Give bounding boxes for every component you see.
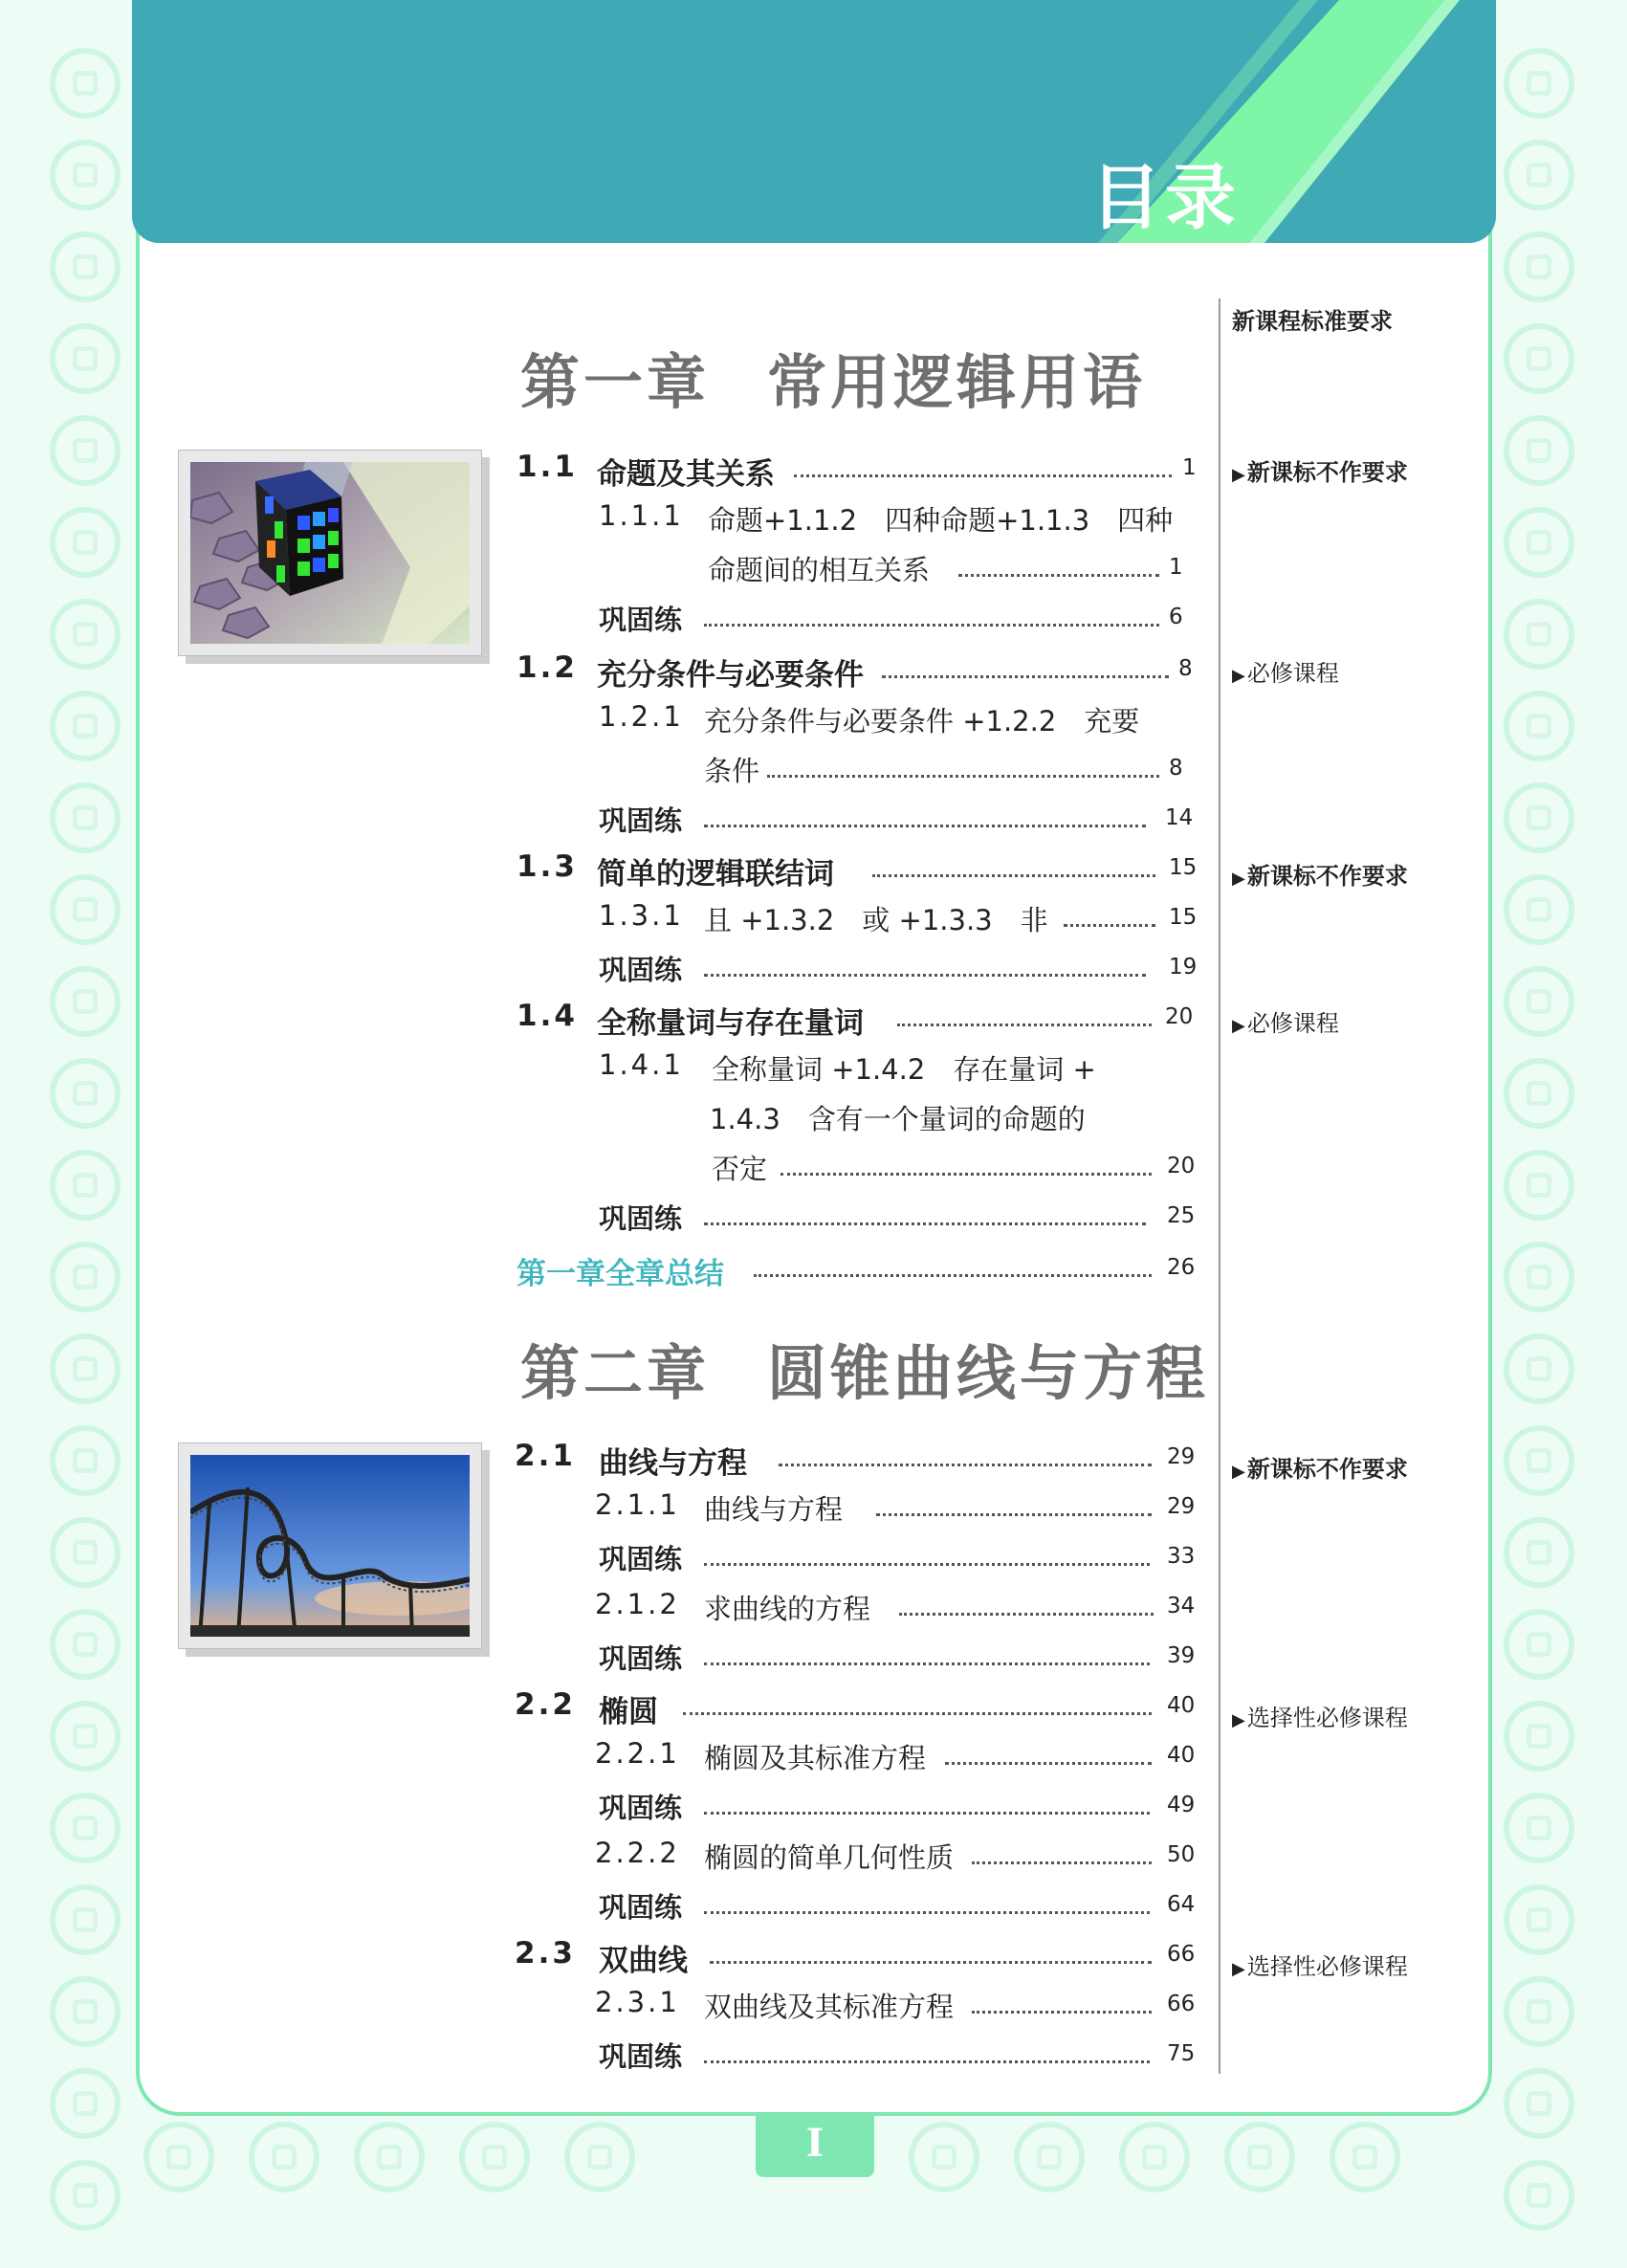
decorative-badge-icon [1330, 2122, 1400, 2192]
page-number: 14 [1165, 805, 1194, 830]
triangle-marker-icon: ▶ [1232, 1462, 1245, 1482]
toc-entry-subsection[interactable] [595, 1488, 1198, 1530]
triangle-marker-icon: ▶ [1232, 1016, 1245, 1036]
decorative-badge-icon [1504, 1425, 1574, 1496]
toc-entry-section[interactable] [517, 999, 1198, 1041]
decorative-badge-icon [1504, 1058, 1574, 1129]
toc-entry-practice[interactable] [599, 1198, 1198, 1240]
page-number: 20 [1165, 1004, 1194, 1029]
dot-leader [897, 1024, 1152, 1026]
decorative-badge-icon [1119, 2122, 1190, 2192]
decorative-badge-icon [459, 2122, 530, 2192]
dot-leader [704, 825, 1146, 827]
dot-leader [876, 1513, 1152, 1516]
toc-entry-subsection-continued[interactable] [712, 1148, 1198, 1190]
toc-entry-section[interactable] [517, 849, 1198, 892]
requirement-text: 选择性必修课程 [1246, 1705, 1408, 1731]
decorative-badge-icon [50, 1517, 121, 1588]
dot-leader [704, 1222, 1146, 1225]
triangle-marker-icon: ▶ [1232, 1959, 1245, 1979]
section-title: 充分条件与必要条件 [597, 658, 864, 693]
decorative-badge-icon [50, 1242, 121, 1312]
subsection-title: 椭圆及其标准方程 [704, 1742, 927, 1774]
decorative-badge-icon [50, 599, 121, 670]
subsection-title: 条件 [704, 755, 760, 787]
page-number: 39 [1167, 1643, 1196, 1668]
subsection-title: 曲线与方程 [704, 1493, 844, 1526]
section-number: 2.3 [515, 1936, 576, 1971]
subsection-number: 1.2.1 [599, 700, 684, 733]
dot-leader [710, 1961, 1152, 1964]
page-number: 8 [1178, 656, 1193, 681]
page-title: 目录 [1090, 157, 1240, 239]
decorative-badge-icon [50, 874, 121, 945]
decorative-badge-icon [1504, 2068, 1574, 2139]
toc-entry-subsection[interactable] [595, 1737, 1198, 1779]
triangle-marker-icon: ▶ [1232, 869, 1245, 889]
decorative-badge-icon [1504, 782, 1574, 853]
rubiks-cube-illustration [190, 462, 470, 644]
page-number: 50 [1167, 1842, 1196, 1867]
dot-leader [972, 2011, 1152, 2014]
decorative-badge-icon [50, 507, 121, 578]
decorative-badge-icon [143, 2122, 214, 2192]
decorative-badge-icon [50, 140, 121, 210]
toc-entry-subsection[interactable] [599, 700, 1198, 742]
decorative-badge-icon [1504, 507, 1574, 578]
toc-entry-practice[interactable] [599, 949, 1198, 991]
decorative-badge-icon [1504, 1242, 1574, 1312]
subsection-number: 2.1.2 [595, 1588, 680, 1620]
page-number: 40 [1167, 1743, 1196, 1768]
dot-leader [704, 1662, 1150, 1665]
dot-leader [972, 1861, 1152, 1864]
decorative-badge-icon [1504, 140, 1574, 210]
subsection-number: 2.3.1 [595, 1986, 680, 2018]
page-number: 29 [1167, 1494, 1196, 1519]
decorative-badge-icon [564, 2122, 635, 2192]
section-number: 1.3 [517, 849, 578, 884]
dot-leader [704, 624, 1159, 627]
decorative-badge-icon [50, 323, 121, 394]
decorative-badge-icon [1504, 1793, 1574, 1863]
column-divider [1219, 298, 1220, 2074]
page-number: 15 [1169, 905, 1198, 930]
decorative-badge-icon [50, 1425, 121, 1496]
decorative-badge-icon [50, 1793, 121, 1863]
practice-title: 巩固练 [599, 1543, 683, 1575]
decorative-badge-icon [50, 231, 121, 302]
requirement-note [1232, 453, 1408, 487]
requirement-text: 必修课程 [1246, 1010, 1339, 1037]
page-number: 34 [1167, 1594, 1196, 1618]
decorative-badge-icon [50, 415, 121, 486]
decorative-badge-icon [50, 48, 121, 119]
page-number: 15 [1169, 855, 1198, 880]
page-number: 19 [1169, 955, 1198, 980]
practice-title: 巩固练 [599, 2040, 683, 2073]
dot-leader [958, 574, 1159, 577]
page-number: 8 [1169, 756, 1183, 781]
section-title: 椭圆 [599, 1695, 658, 1729]
requirement-note [1232, 1004, 1339, 1038]
subsection-number: 1.4.1 [599, 1048, 684, 1081]
subsection-title: 否定 [712, 1153, 768, 1185]
toc-entry-subsection[interactable] [595, 1986, 1198, 2028]
page-number: 6 [1169, 605, 1183, 629]
decorative-badge-icon [1504, 231, 1574, 302]
decorative-badge-icon [909, 2122, 979, 2192]
requirement-note [1232, 654, 1339, 688]
page-number: 66 [1167, 1942, 1196, 1967]
dot-leader [754, 1274, 1152, 1277]
chapter-heading [520, 335, 1146, 420]
dot-leader [779, 1464, 1152, 1466]
requirement-note [1232, 1699, 1408, 1732]
section-title: 命题及其关系 [597, 457, 775, 492]
decorative-badge-icon [1014, 2122, 1085, 2192]
page-number-tab: I [756, 2114, 874, 2177]
practice-title: 巩固练 [599, 1891, 683, 1924]
subsection-number: 2.1.1 [595, 1488, 680, 1521]
decorative-badge-icon [50, 1058, 121, 1129]
requirement-text: 新课标不作要求 [1246, 1456, 1408, 1483]
subsection-title: 全称量词 +1.4.2 存在量词 + [712, 1053, 1096, 1086]
page-number: 29 [1167, 1444, 1196, 1469]
dot-leader [683, 1712, 1152, 1715]
section-title: 全称量词与存在量词 [597, 1006, 864, 1041]
chapter-image-rubiks-cube [178, 450, 482, 656]
subsection-title: 1.4.3 含有一个量词的命题的 [710, 1103, 1086, 1135]
toc-entry-practice[interactable] [599, 1886, 1198, 1928]
toc-entry-practice[interactable] [599, 1787, 1198, 1829]
toc-entry-subsection-continued[interactable] [708, 549, 1198, 591]
decorative-badge-icon [50, 782, 121, 853]
page-number: 64 [1167, 1892, 1196, 1917]
decorative-badge-icon [50, 966, 121, 1037]
dot-leader [704, 1911, 1150, 1914]
dot-leader [781, 1173, 1152, 1176]
decorative-badge-icon [50, 2068, 121, 2139]
decorative-badge-icon [1504, 1701, 1574, 1772]
page-number: 26 [1167, 1255, 1196, 1280]
chapter-heading [520, 1326, 1209, 1411]
practice-title: 巩固练 [599, 804, 683, 837]
toc-entry-practice[interactable] [599, 2036, 1198, 2078]
requirement-note [1232, 1450, 1408, 1484]
toc-entry-subsection[interactable] [595, 1837, 1198, 1879]
decorative-badge-icon [1224, 2122, 1295, 2192]
chapter-label: 第二章 [520, 1338, 711, 1408]
dot-leader [704, 974, 1146, 977]
subsection-title: 充分条件与必要条件 +1.2.2 充要 [704, 705, 1140, 738]
practice-title: 巩固练 [599, 1792, 683, 1824]
toc-entry-subsection[interactable] [599, 1048, 1198, 1090]
subsection-title: 命题间的相互关系 [708, 554, 931, 586]
decorative-badge-icon [50, 1884, 121, 1955]
decorative-badge-icon [1504, 415, 1574, 486]
decorative-badge-icon [50, 1150, 121, 1221]
standards-column-header: 新课程标准要求 [1232, 308, 1393, 335]
section-number: 1.4 [517, 999, 578, 1033]
decorative-badge-icon [1504, 1150, 1574, 1221]
toc-entry-subsection[interactable] [595, 1588, 1198, 1630]
triangle-marker-icon: ▶ [1232, 666, 1245, 686]
page-number: 1 [1182, 455, 1197, 480]
toc-entry-practice[interactable] [599, 800, 1198, 842]
decorative-badge-icon [50, 1333, 121, 1404]
dot-leader [767, 775, 1159, 778]
page-number: 40 [1167, 1693, 1196, 1718]
toc-entry-section[interactable] [515, 1687, 1198, 1729]
requirement-note [1232, 1948, 1408, 1981]
chapter-name: 常用逻辑用语 [767, 347, 1147, 417]
chapter-label: 第一章 [520, 347, 711, 417]
header-graphic [132, 0, 1496, 243]
toc-entry-practice[interactable] [599, 599, 1198, 641]
header-band [132, 0, 1496, 243]
subsection-title: 命题+1.1.2 四种命题+1.1.3 四种 [708, 504, 1174, 537]
decorative-badge-icon [1504, 966, 1574, 1037]
decorative-badge-icon [1504, 691, 1574, 761]
decorative-badge-icon [1504, 2160, 1574, 2231]
section-title: 曲线与方程 [599, 1446, 747, 1481]
page-number: 33 [1167, 1544, 1196, 1569]
chapter-name: 圆锥曲线与方程 [767, 1338, 1210, 1408]
subsection-number: 2.2.1 [595, 1737, 680, 1770]
toc-entry-section[interactable] [515, 1936, 1198, 1978]
dot-leader [945, 1762, 1152, 1765]
decorative-badge-icon [50, 2160, 121, 2231]
requirement-text: 必修课程 [1246, 660, 1339, 687]
section-title: 双曲线 [599, 1944, 688, 1978]
decorative-badge-icon [1504, 323, 1574, 394]
dot-leader [704, 1563, 1150, 1566]
roller-coaster-illustration [190, 1455, 470, 1637]
subsection-number: 1.3.1 [599, 899, 684, 932]
dot-leader [794, 474, 1172, 477]
decorative-badge-icon [1504, 1517, 1574, 1588]
decorative-badge-icon [50, 691, 121, 761]
section-number: 2.1 [515, 1439, 576, 1473]
section-number: 1.2 [517, 650, 578, 685]
decorative-badge-icon [50, 1701, 121, 1772]
dot-leader [1064, 924, 1155, 927]
toc-entry-chapter-summary[interactable] [517, 1249, 1198, 1291]
subsection-title: 且 +1.3.2 或 +1.3.3 非 [704, 904, 1048, 936]
decorative-badge-icon [1504, 1333, 1574, 1404]
decorative-badge-icon [50, 1609, 121, 1680]
triangle-marker-icon: ▶ [1232, 1710, 1245, 1730]
requirement-text: 新课标不作要求 [1246, 459, 1408, 486]
page-number: 75 [1167, 2041, 1196, 2066]
decorative-badge-icon [1504, 1884, 1574, 1955]
dot-leader [704, 2060, 1150, 2063]
dot-leader [704, 1812, 1150, 1815]
dot-leader [872, 874, 1155, 877]
dot-leader [899, 1613, 1154, 1616]
subsection-title: 双曲线及其标准方程 [704, 1991, 955, 2023]
decorative-badge-icon [1504, 1976, 1574, 2047]
page-number: 66 [1167, 1992, 1196, 2016]
toc-entry-subsection-continued[interactable] [710, 1098, 1198, 1140]
toc-entry-section[interactable] [517, 650, 1198, 693]
section-number: 1.1 [517, 450, 578, 484]
requirement-note [1232, 857, 1408, 891]
dot-leader [882, 675, 1169, 678]
requirement-text: 新课标不作要求 [1246, 863, 1408, 890]
triangle-marker-icon: ▶ [1232, 465, 1245, 485]
subsection-number: 2.2.2 [595, 1837, 680, 1869]
chapter-summary-title: 第一章全章总结 [517, 1257, 724, 1291]
chapter-image-roller-coaster [178, 1442, 482, 1649]
subsection-title: 椭圆的简单几何性质 [704, 1841, 955, 1874]
decorative-badge-icon [1504, 48, 1574, 119]
page-number: 49 [1167, 1793, 1196, 1817]
practice-title: 巩固练 [599, 1202, 683, 1235]
subsection-title: 求曲线的方程 [704, 1593, 871, 1625]
subsection-number: 1.1.1 [599, 499, 684, 532]
practice-title: 巩固练 [599, 954, 683, 986]
toc-entry-subsection[interactable] [599, 499, 1198, 541]
section-title: 简单的逻辑联结词 [597, 857, 834, 892]
requirement-text: 选择性必修课程 [1246, 1953, 1408, 1980]
page-number: 25 [1167, 1203, 1196, 1228]
decorative-badge-icon [249, 2122, 319, 2192]
toc-entry-section[interactable] [517, 450, 1198, 492]
page-number: 20 [1167, 1154, 1196, 1178]
toc-entry-subsection[interactable] [599, 899, 1198, 941]
practice-title: 巩固练 [599, 1642, 683, 1675]
section-number: 2.2 [515, 1687, 576, 1722]
decorative-badge-icon [1504, 599, 1574, 670]
page-number: 1 [1169, 555, 1183, 580]
decorative-badge-icon [50, 1976, 121, 2047]
toc-entry-practice[interactable] [599, 1538, 1198, 1580]
toc-entry-section[interactable] [515, 1439, 1198, 1481]
decorative-badge-icon [1504, 874, 1574, 945]
decorative-badge-icon [1504, 1609, 1574, 1680]
decorative-badge-icon [354, 2122, 425, 2192]
toc-entry-practice[interactable] [599, 1638, 1198, 1680]
practice-title: 巩固练 [599, 604, 683, 636]
toc-entry-subsection-continued[interactable] [704, 750, 1198, 792]
